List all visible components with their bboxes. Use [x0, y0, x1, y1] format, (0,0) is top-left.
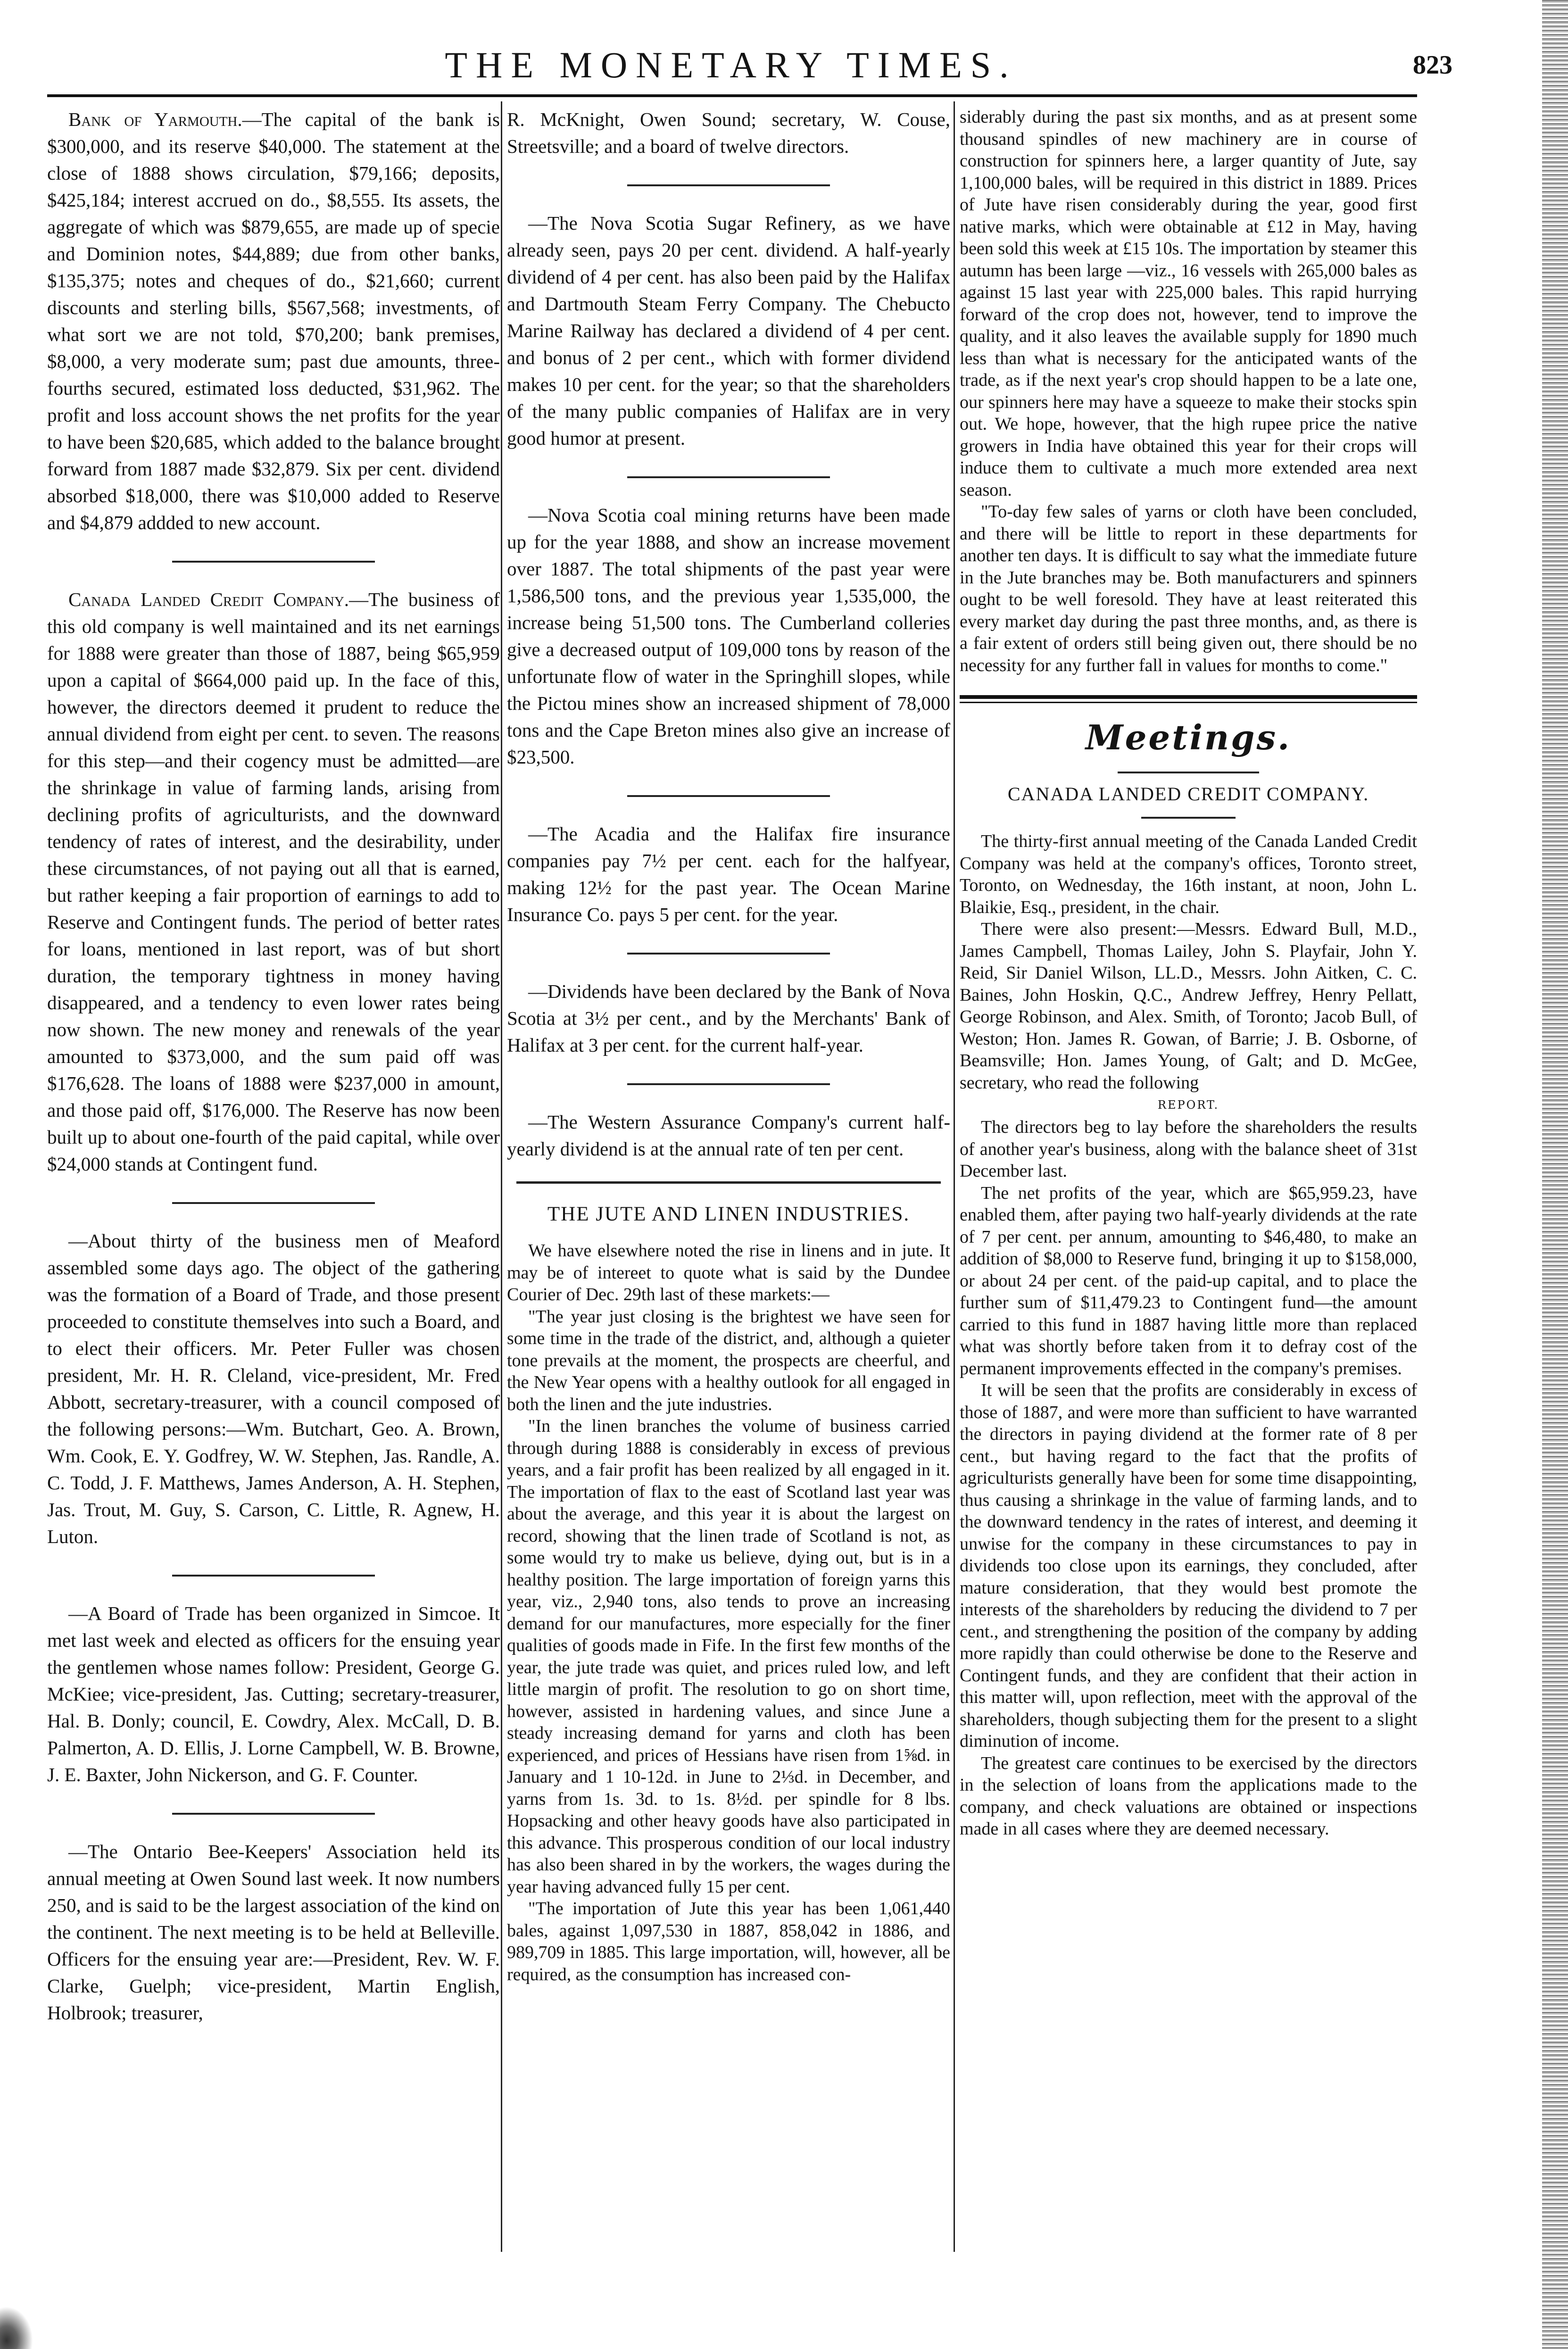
article-simcoe-board-of-trade: —A Board of Trade has been organized in Simcoe. It met last week and elected as officers for the ensuing year the gentlemen whose names follow: President, George G. McKiee; vice-president, Jas. Cutting; secretary-treasurer, Hal. B. Donly; council, E. Cowdry, Alex. McCall, D. B. Palmerton, A. D. Ellis, J. Lorne Campbell, W. B. Browne, J. E. Baxter, John Nickerson, and G. F. Counter. [47, 1602, 500, 1785]
separator [172, 1813, 375, 1815]
meeting-paragraph: There were also present:—Messrs. Edward Bull, M.D., James Campbell, Thomas Lailey, John S. Playfair, John Y. Reid, Sir Daniel Wilson, LL.D., Messrs. John Aitken, C. C. Baines, John Hoskin, Q.C., Andrew Jeffrey, Henry Pellatt, George Robinson, and Alex. Smith, of Toronto; Jacob Bull, of Weston; Hon. James R. Gowan, of Barrie; J. B. Osborne, of Beamsville; Hon. James Young, of Galt; and D. McGee, secretary, who read the following [960, 919, 1417, 1093]
section-rule [960, 695, 1417, 703]
masthead: THE MONETARY TIMES. [445, 44, 1017, 85]
article-continued: R. McKnight, Owen Sound; secretary, W. Couse, Streetsville; and a board of twelve directors. [507, 108, 950, 157]
meetings-title: Meetings. [1085, 717, 1292, 757]
jute-paragraph: "In the linen branches the volume of business carried through during 1888 is considerably in excess of previous years, and a fair profit has been realized by all engaged in it. The importation of flax to the east of Scotland last year was about the average, and this year it is about the largest on record, showing that the linen trade of Scotland is not, as some would try to make us believe, dying out, but is in a healthy position. The large importation of foreign yarns this year, viz., 2,940 tons, also tends to prove an increasing demand for our manufactures, more especially for the finer qualities of goods made in Fife. In the first few months of the year, the jute trade was quiet, and prices ruled low, and left little margin of profit. The resolution to go on short time, however, assisted in hardening values, and since June a steady increasing demand for yarns and cloth has been experienced, and prices of Hessians have risen from 1⅝d. in January and 1 10-12d. in June to 2⅓d. in December, and yarns from 1s. 3d. to 1s. 8½d. per spindle for 8 lbs. Hopsacking and other heavy goods have also participated in this advance. This prosperous condition of our local industry has also been shared in by the workers, the wages during the year having advanced fully 15 per cent. [507, 1416, 950, 1897]
column-right [960, 106, 1417, 1840]
separator [627, 476, 830, 478]
separator [627, 953, 830, 955]
meeting-paragraph: The thirty-first annual meeting of the Canada Landed Credit Company was held at the company's offices, Toronto street, Toronto, on Wednesday, the 16th instant, at noon, John L. Blaikie, Esq., president, in the chair. [960, 831, 1417, 917]
report-paragraph: The greatest care continues to be exercised by the directors in the selection of loans from the applications made to the company, and check valuations are obtained or inspections made in all cases where they are deemed necessary. [960, 1753, 1417, 1839]
article-coal-mining: —Nova Scotia coal mining returns have been made up for the year 1888, and show an increase movement over 1887. The total shipments of the past year were 1,586,500 tons, and the previous year 1,535,000, the increase being 51,500 tons. The Cumberland colleries give a decreased output of 109,000 tons by reason of the unfortunate flow of water in the Springhill slopes, while the Pictou mines show an increased shipment of 78,000 tons and the Cape Breton mines also give an increase of $23,500. [507, 504, 950, 768]
article-bee-keepers: —The Ontario Bee-Keepers' Association held its annual meeting at Owen Sound last week. It now numbers 250, and is said to be the largest association of the kind on the continent. The next meeting is to be held at Belleville. Officers for the ensuing year are:—President, Rev. W. F. Clarke, Guelph; vice-president, Martin English, Holbrook; treasurer, [47, 1841, 500, 2024]
jute-paragraph: "The year just closing is the brightest we have seen for some time in the trade of the district, and, although a quieter tone prevails at the moment, the prospects are cheerful, and the New Year opens with a healthy outlook for all engaged in both the linen and the jute industries. [507, 1306, 950, 1414]
binding-edge [1542, 0, 1568, 2349]
article-western-assurance: —The Western Assurance Company's current half-yearly dividend is at the annual rate of ten per cent. [507, 1111, 950, 1160]
column-left [47, 106, 500, 2026]
report-label: REPORT. [1157, 1098, 1220, 1112]
separator [1141, 817, 1236, 819]
report-paragraph: It will be seen that the profits are considerably in excess of those of 1887, and were more than sufficient to have warranted the directors in paying dividend at the former rate of 8 per cent., but having regard to the fact that the profits of agriculturists generally have been for some time disappointing, thus causing a shrinkage in the value of farming lands, and to the downward tendency in the rates of interest, and deeming it unwise for the company in these circumstances to pay in dividends too close upon its earnings, they concluded, after mature consideration, that they would best promote the interests of the shareholders by reducing the dividend to 7 per cent., and strengthening the position of the company by adding more rapidly than could otherwise be done to the Reserve and Contingent funds, and they are confident that their action in this matter will, upon reflection, meet with the approval of the shareholders, though subjecting them for the present to a slight diminution of income. [960, 1380, 1417, 1751]
article-bank-of-yarmouth: Bank of Yarmouth.—The capital of the bank is $300,000, and its reserve $40,000. The statement at the close of 1888 shows circulation, $79,166; deposits, $425,184; interest accrued on do., $8,555. Its assets, the aggregate of which was $879,655, are made up of specie and Dominion notes, $44,889; due from other banks, $135,375; notes and cheques of do., $21,660; current discounts and sterling bills, $567,568; investments, of what sort we are not told, $70,200; bank premises, $8,000, a very moderate sum; past due amounts, three-fourths secured, estimated loss deducted, $31,962. The profit and loss account shows the net profits for the year to have been $20,685, which added to the balance brought forward from 1887 made $32,879. Six per cent. dividend absorbed $18,000, there was $10,000 added to Reserve and $4,879 addded to new account. [47, 108, 500, 533]
separator [627, 1083, 830, 1085]
separator [627, 184, 830, 186]
article-lead: Canada Landed Credit Company. [68, 589, 349, 610]
column-divider [501, 101, 502, 2252]
article-meaford-board-of-trade: —About thirty of the business men of Meaford assembled some days ago. The object of the gathering was the formation of a Board of Trade, and those present proceeded to constitute themselves into such a Board, and to elect their officers. Mr. Peter Fuller was chosen president, Mr. H. R. Cleland, vice-president, Mr. Fred Abbott, secretary-treasurer, with a council composed of the following persons:—Wm. Butchart, Geo. A. Brown, Wm. Cook, E. Y. Godfrey, W. W. Stephen, Jas. Randle, A. C. Todd, J. F. Matthews, James Anderson, A. H. Stephen, Jas. Trout, M. Guy, S. Carson, C. Little, R. Agnew, H. Luton. [47, 1230, 500, 1547]
column-middle [507, 106, 950, 1985]
separator [1118, 772, 1259, 773]
report-paragraph: The directors beg to lay before the shareholders the results of another year's business, along with the balance sheet of 31st December last. [960, 1117, 1417, 1181]
article-dividends: —Dividends have been declared by the Bank of Nova Scotia at 3½ per cent., and by the Merchants' Bank of Halifax at 3 per cent. for the current half-year. [507, 980, 950, 1056]
separator [172, 1202, 375, 1204]
article-lead: Bank of Yarmouth. [68, 108, 242, 130]
column-divider [954, 101, 955, 2252]
article-canada-landed-credit: Canada Landed Credit Company.—The business of this old company is well maintained and its net earnings for 1888 were greater than those of 1887, being $65,959 upon a capital of $664,000 paid up. In the face of this, however, the directors deemed it prudent to reduce the annual dividend from eight per cent. to seven. The reasons for this step—and their cogency must be admitted—are the shrinkage in value of farming lands, arising from declining profits of agriculturists, and the downward tendency of rates of interest, and the desirability, under these circumstances, of not paying out all that is earned, but rather keeping a fair proportion of earnings to add to Reserve and Contingent funds. The period of better rates for loans, mentioned in last report, was of but short duration, the temporary tightness in money having disappeared, and a tendency to even lower rates being now shown. The new money and renewals of the year amounted to $373,000, and the sum paid off was $176,628. The loans of 1888 were $237,000 in amount, and those paid off, $176,000. The Reserve has now been built up to about one-fourth of the paid capital, while over $24,000 stands at Contingent fund. [47, 589, 500, 1175]
jute-paragraph: We have elsewhere noted the rise in linens and in jute. It may be of intereet to quote what is said by the Dundee Courier of Dec. 29th last of these markets:— [507, 1241, 950, 1304]
scan-blot [0, 2307, 33, 2349]
separator [172, 1575, 375, 1577]
separator [172, 561, 375, 563]
page-header [47, 42, 1452, 89]
jute-paragraph: "The importation of Jute this year has been 1,061,440 bales, against 1,097,530 in 1887, 858,042 in 1886, and 989,709 in 1885. This large importation, will, however, all be required, as the consumption has increased con- [507, 1899, 950, 1984]
separator [627, 795, 830, 797]
article-fire-insurance: —The Acadia and the Halifax fire insurance companies pay 7½ per cent. each for the halfyear, making 12½ for the past year. The Ocean Marine Insurance Co. pays 5 per cent. for the year. [507, 823, 950, 925]
page-number: 823 [1413, 50, 1452, 80]
report-paragraph: The net profits of the year, which are $65,959.23, have enabled them, after paying two half-yearly dividends at the rate of 7 per cent. per annum, amounting to $46,480, to make an addition of $8,000 to Reserve fund, bringing it up to $158,000, or about 24 per cent. of the paid-up capital, and to place the further sum of $11,479.23 to Contingent fund—the amount carried to this fund in 1887 having little more than replaced what was shortly before taken from it to defray cost of the permanent improvements effected in the company's premises. [960, 1183, 1417, 1378]
jute-continued: siderably during the past six months, and as at present some thousand spindles of new machinery are in course of construction for spinners here, a larger quantity of Jute, say 1,100,000 bales, will be required in this district in 1889. Prices of Jute have risen considerably during the year, good first native marks, which were obtainable at £12 in May, having been sold this week at £15 10s. The importation by steamer this autumn has been large —viz., 16 vessels with 265,000 bales as against 15 last year with 225,000 bales. This rapid hurrying forward of the crop does not, however, tend to improve the quality, and it also leaves the available supply for 1890 much less than what is necessary for the anticipated wants of the trade, as if the next year's crop should happen to be a late one, our spinners here may have a squeeze to make their stocks spin out. We hope, however, that the high rupee price the native growers in India have obtained this year for their crops will induce them to cultivate a much more extended area next season. [960, 107, 1417, 500]
header-rule [47, 94, 1417, 97]
jute-heading: THE JUTE AND LINEN INDUSTRIES. [547, 1203, 910, 1225]
section-rule [516, 1181, 941, 1184]
company-heading: CANADA LANDED CREDIT COMPANY. [1007, 783, 1369, 805]
jute-continued: "To-day few sales of yarns or cloth have been concluded, and there will be little to report in these departments for another ten days. It is difficult to say what the immediate future in the Jute branches may be. Both manufacturers and spinners ought to be well foresold. They have at least reiterated this every market day during the past three months, and, as there is a fair extent of orders still being given out, there should be no necessity for any further fall in values for months to come." [960, 502, 1417, 675]
article-nova-scotia-sugar: —The Nova Scotia Sugar Refinery, as we have already seen, pays 20 per cent. dividend. A half-yearly dividend of 4 per cent. has also been paid by the Halifax and Dartmouth Steam Ferry Company. The Chebucto Marine Railway has declared a dividend of 4 per cent. and bonus of 2 per cent., which with former dividend makes 10 per cent. for the year; so that the shareholders of the many public companies of Halifax are in very good humor at present. [507, 212, 950, 449]
